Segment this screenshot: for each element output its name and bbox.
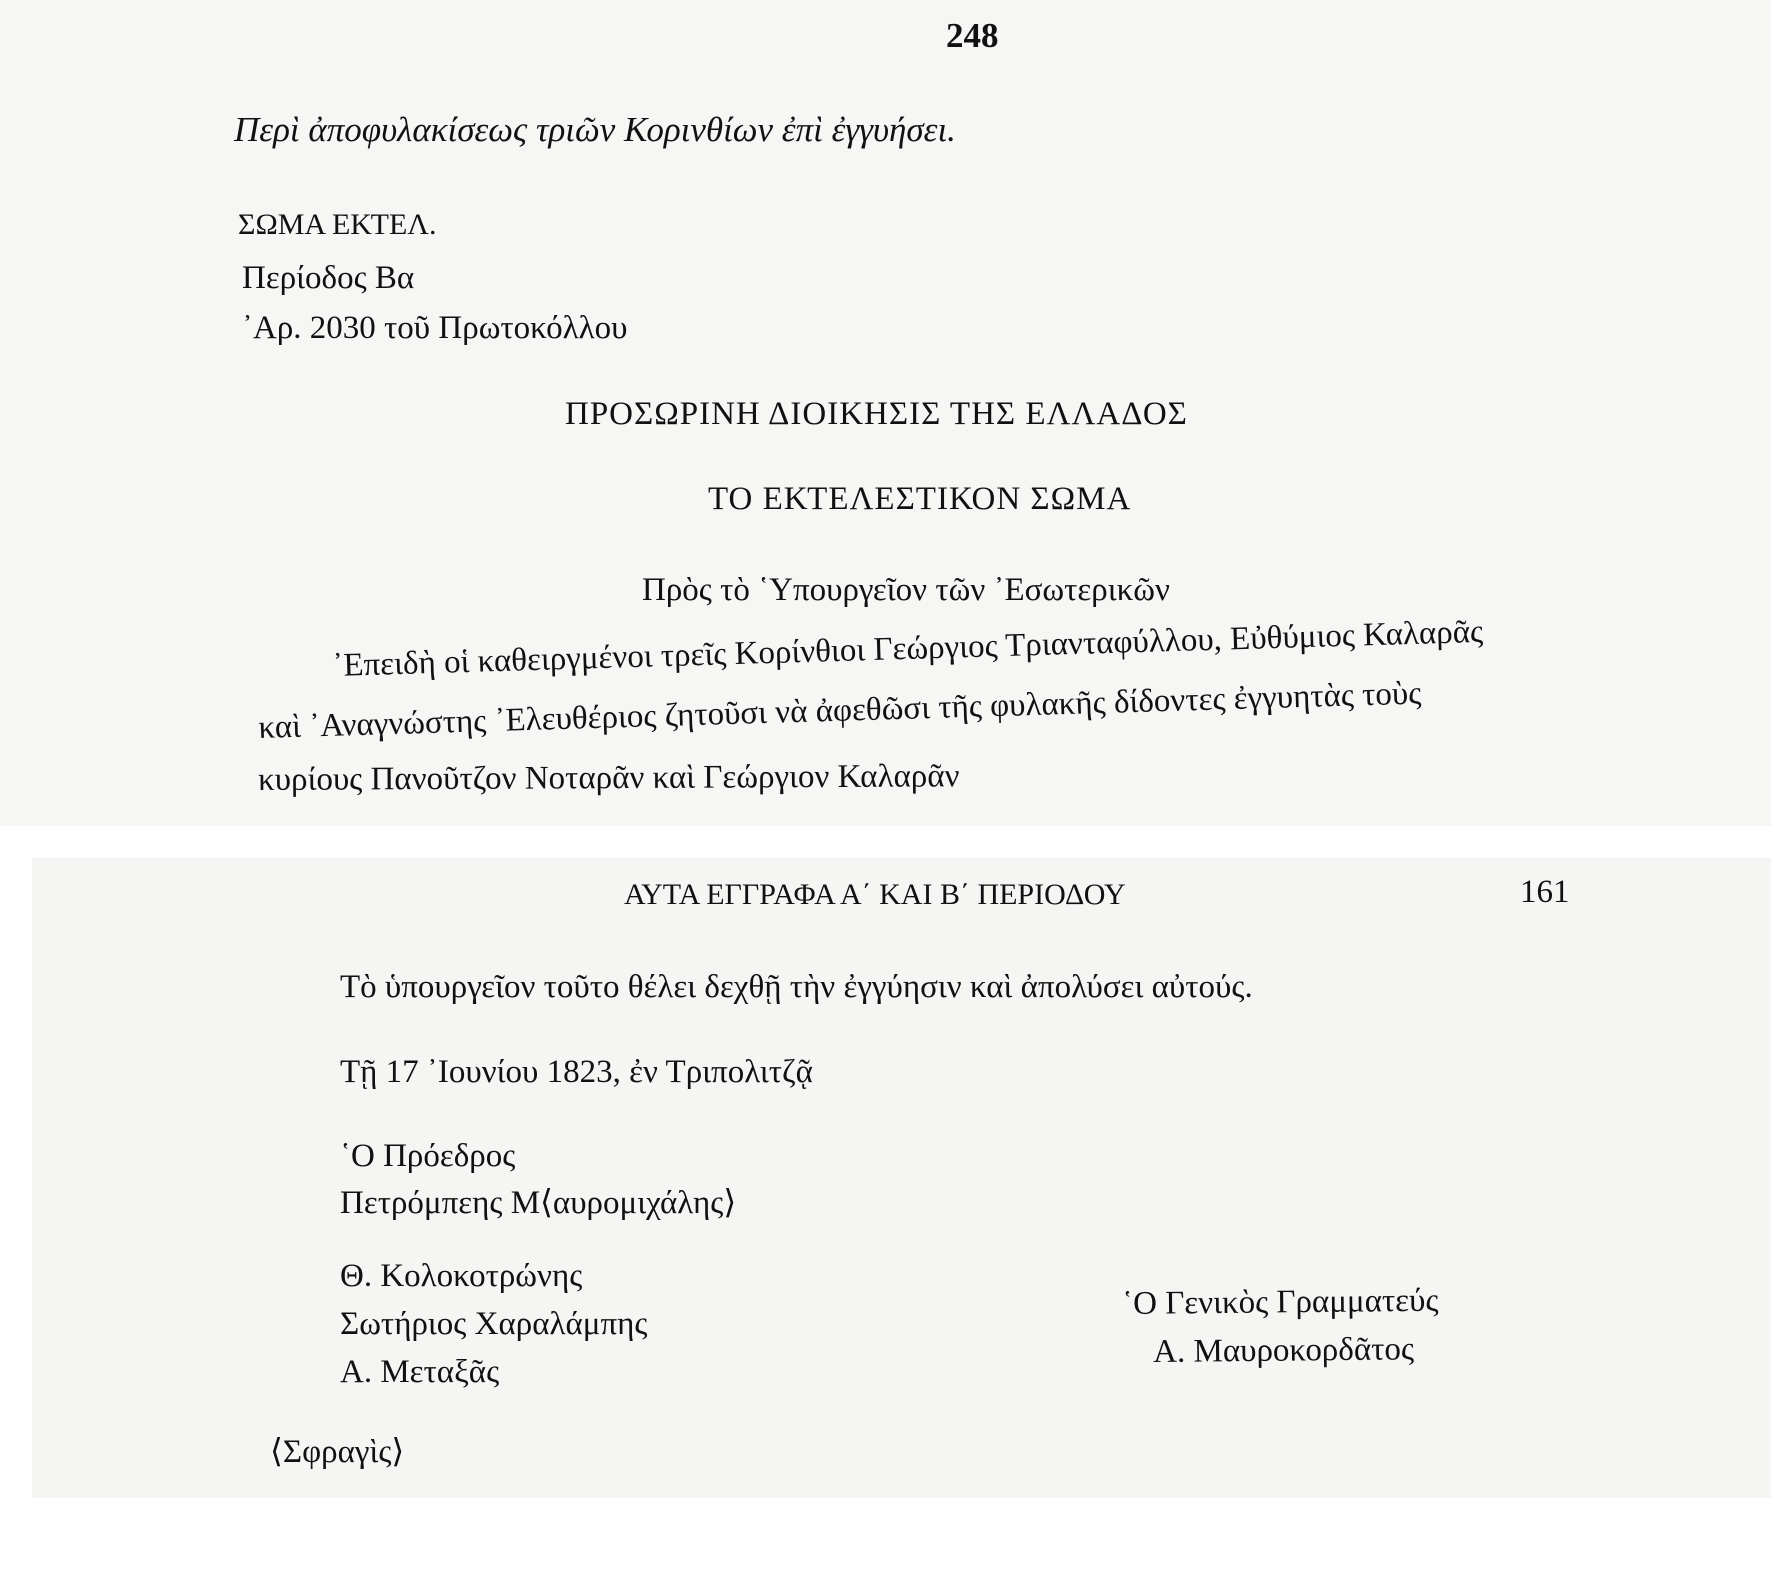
heading-provisional-government: ΠΡΟΣΩΡΙΝΗ ΔΙΟΙΚΗΣΙΣ ΤΗΣ ΕΛΛΑΔΟΣ: [565, 396, 1188, 432]
signatory-3: Α. Μεταξᾶς: [340, 1354, 500, 1390]
page-number-top: 248: [946, 16, 999, 55]
running-header: ΑΥΤΑ ΕΓΓΡΑΦΑ Α΄ ΚΑΙ Β΄ ΠΕΡΙΟΔΟΥ: [624, 878, 1126, 911]
body-line-3: κυρίους Πανοῦτζον Νοταρᾶν καὶ Γεώργιον Καλαρᾶν: [257, 758, 960, 798]
seal-note: ⟨Σφραγὶς⟩: [270, 1434, 405, 1470]
president-name: Πετρόμπεης Μ⟨αυρομιχάλης⟩: [340, 1185, 737, 1221]
document-title: Περὶ ἀποφυλακίσεως τριῶν Κορινθίων ἐπὶ ἐγγυήσει.: [234, 110, 956, 149]
heading-executive-body: ΤΟ ΕΚΤΕΛΕΣΤΙΚΟΝ ΣΩΜΑ: [708, 481, 1132, 517]
page-number-bottom: 161: [1520, 874, 1570, 910]
body-line-accept: Τὸ ὑπουργεῖον τοῦτο θέλει δεχθῇ τὴν ἐγγύησιν καὶ ἀπολύσει αὐτούς.: [340, 969, 1253, 1005]
scan-page-bottom: [32, 858, 1771, 1498]
signatory-2: Σωτήριος Χαραλάμπης: [340, 1306, 648, 1342]
meta-line-body: ΣΩΜΑ ΕΚΤΕΛ.: [238, 208, 437, 241]
date-line: Τῇ 17 ᾿Ιουνίου 1823, ἐν Τριπολιτζᾷ: [340, 1054, 813, 1090]
body-line-2: καὶ ᾿Αναγνώστης ᾿Ελευθέριος ζητοῦσι νὰ ἀφεθῶσι τῆς φυλακῆς δίδοντες ἐγγυητὰς τοὺς: [257, 675, 1422, 746]
president-title: ῾Ο Πρόεδρος: [340, 1138, 516, 1174]
secretary-name: Α. Μαυροκορδᾶτος: [1152, 1331, 1415, 1370]
meta-line-protocol: ᾿Αρ. 2030 τοῦ Πρωτοκόλλου: [242, 310, 628, 346]
meta-line-period: Περίοδος Βα: [242, 260, 415, 296]
body-line-1: ᾿Επειδὴ οἱ καθειργμένοι τρεῖς Κορίνθιοι Γεώργιος Τριανταφύλλου, Εὐθύμιος Καλαρᾶς: [331, 613, 1484, 684]
addressee-line: Πρὸς τὸ ῾Υπουργεῖον τῶν ᾿Εσωτερικῶν: [642, 572, 1170, 608]
signatory-1: Θ. Κολοκοτρώνης: [340, 1258, 583, 1294]
secretary-title: ῾Ο Γενικὸς Γραμματεύς: [1121, 1282, 1439, 1322]
